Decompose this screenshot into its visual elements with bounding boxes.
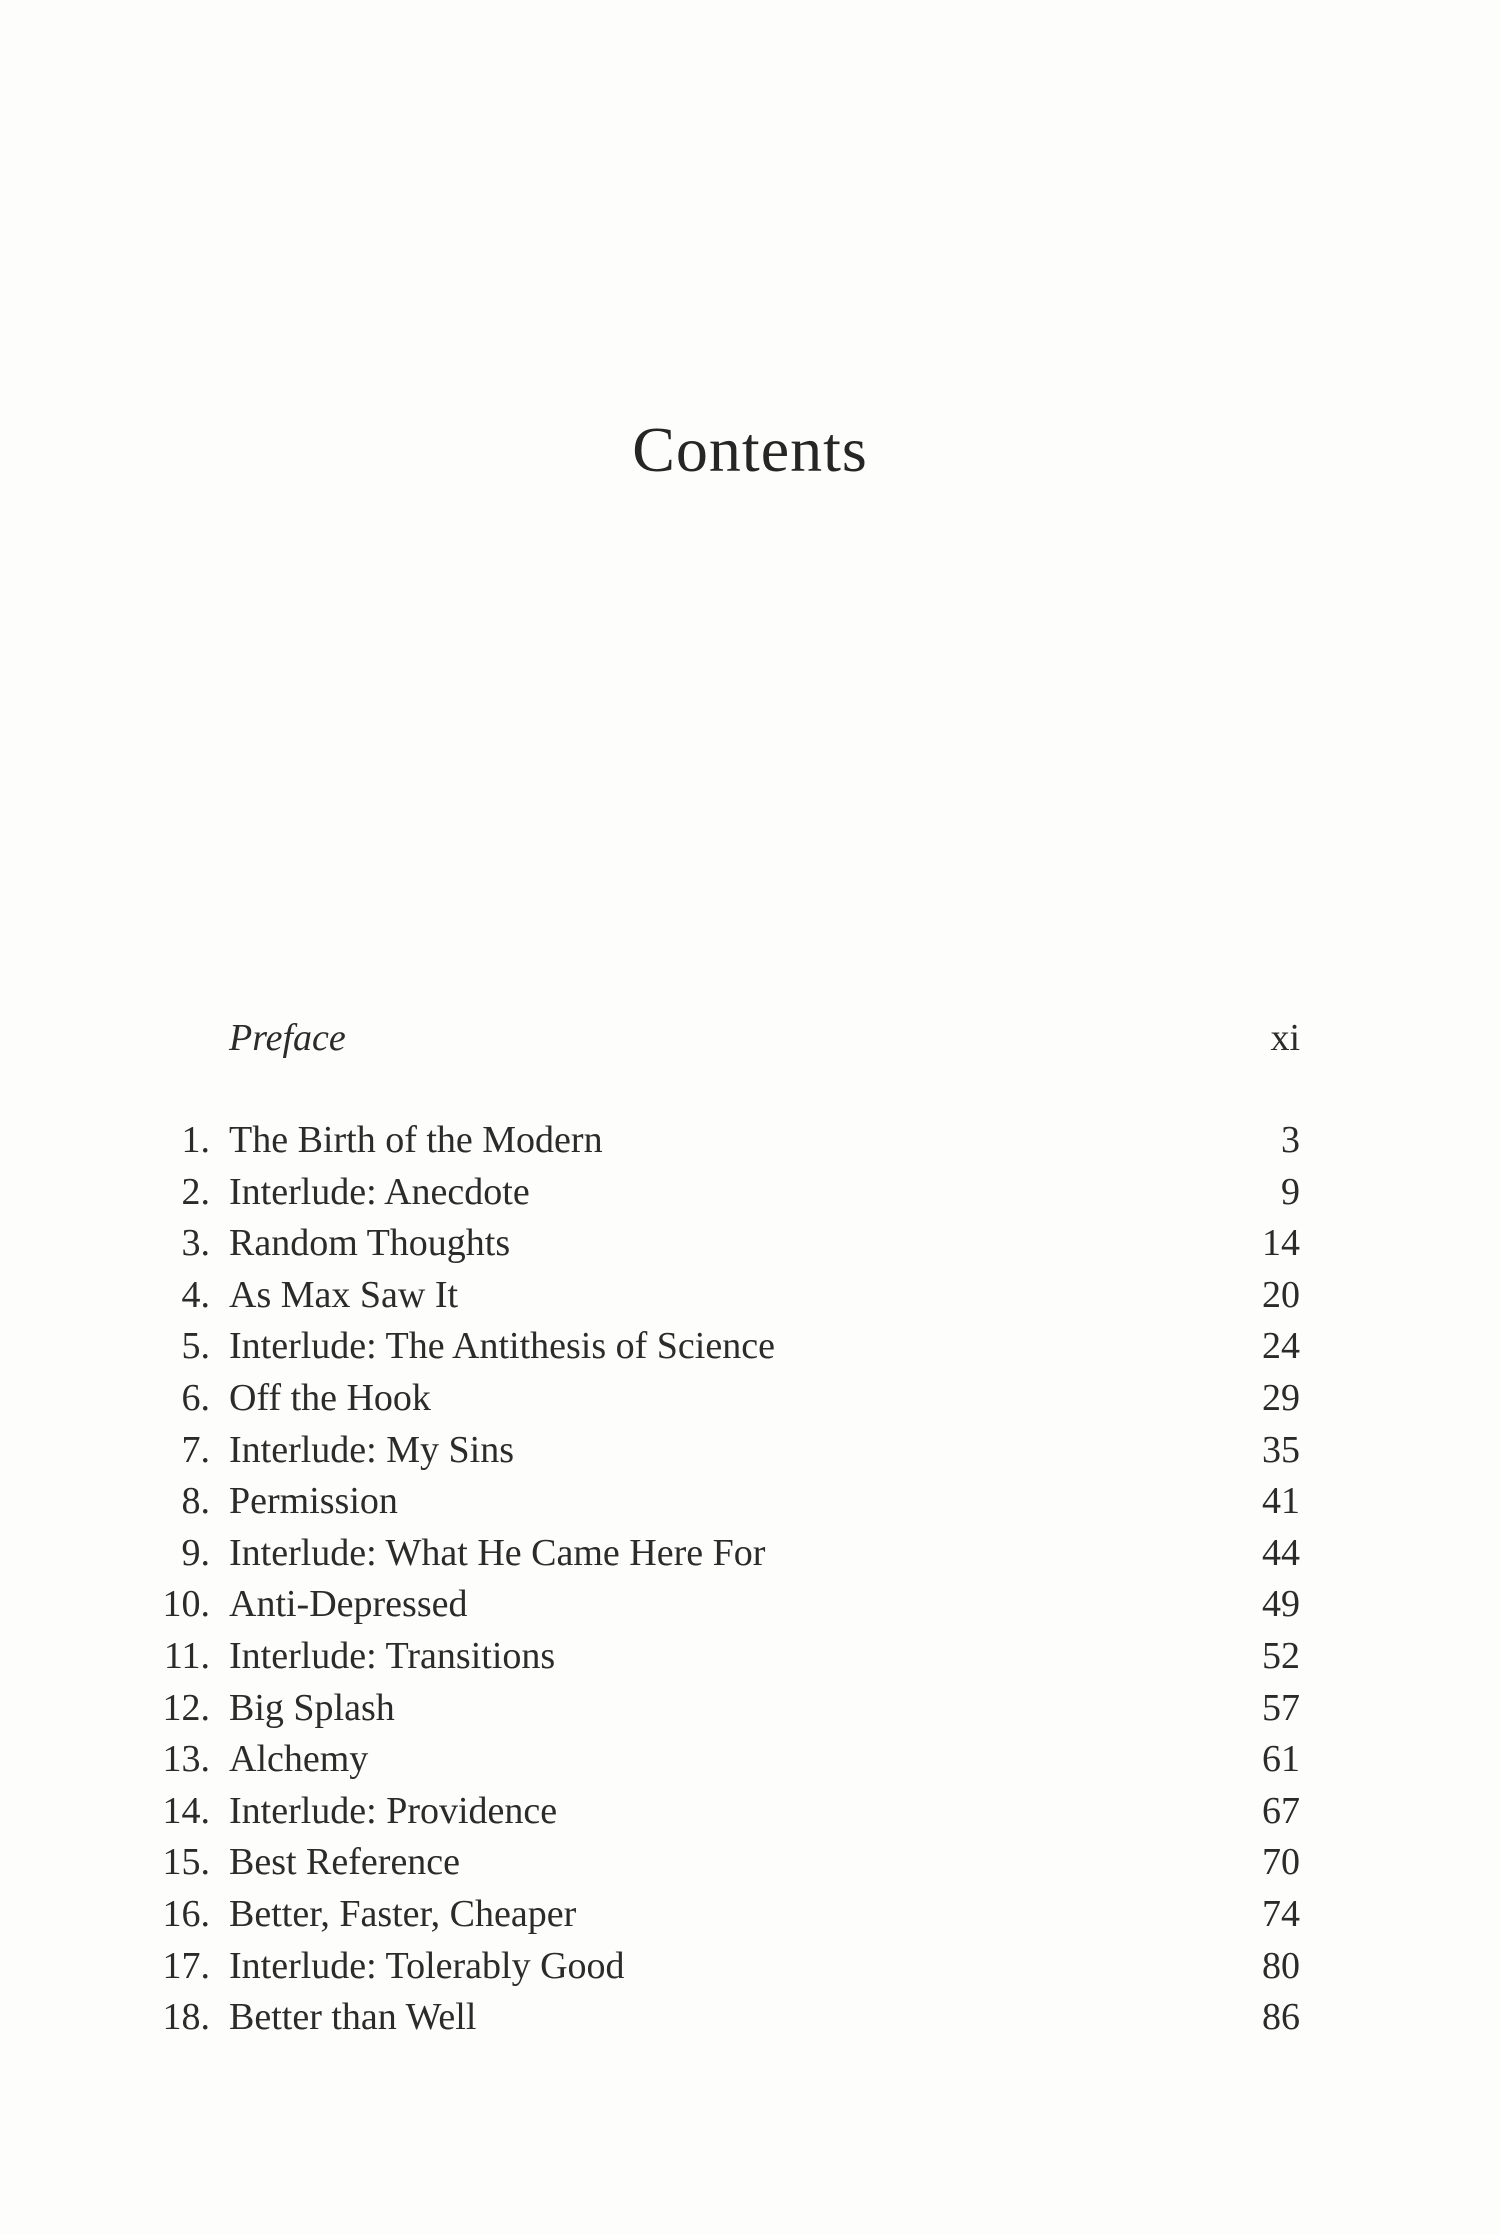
toc-entry xyxy=(0,1733,1500,1785)
toc-entry-label: Interlude: What He Came Here For xyxy=(229,1531,766,1574)
toc-entry-page: 35 xyxy=(1262,1428,1300,1471)
toc-entry-number: 17. xyxy=(162,1944,210,1987)
toc-entry xyxy=(0,1424,1500,1476)
toc-entry-label: Big Splash xyxy=(229,1686,395,1729)
toc-entry-number: 16. xyxy=(162,1893,210,1935)
toc-entry-label: Alchemy xyxy=(229,1738,369,1781)
toc-entry-page: 67 xyxy=(1262,1789,1300,1832)
toc-entry-number: 8. xyxy=(181,1480,210,1523)
toc-entry-page: 61 xyxy=(1262,1738,1300,1781)
toc-entry-label: Permission xyxy=(229,1480,398,1523)
toc-entry-page: 24 xyxy=(1262,1325,1300,1368)
toc-entry-page: 57 xyxy=(1262,1686,1300,1729)
toc-entry-page: 52 xyxy=(1262,1635,1300,1677)
toc-entry-number: 5. xyxy=(181,1325,210,1368)
toc-entry xyxy=(0,1836,1500,1888)
toc-entry-label: Anti-Depressed xyxy=(229,1583,468,1626)
toc-entry xyxy=(0,1888,1500,1940)
toc-entry-number: 13. xyxy=(162,1738,210,1781)
toc-entry-label: Better, Faster, Cheaper xyxy=(229,1893,577,1935)
toc-entry-number: 2. xyxy=(181,1170,210,1213)
toc-entry-label: Preface xyxy=(229,1017,346,1059)
toc-entry xyxy=(0,1372,1500,1424)
toc-entry xyxy=(0,1217,1500,1269)
toc-entry xyxy=(0,1630,1500,1682)
toc-entry-number: 10. xyxy=(162,1583,210,1626)
toc-entry-number: 14. xyxy=(162,1789,210,1832)
toc-entry-label: Interlude: Anecdote xyxy=(229,1170,530,1213)
toc-entry-page: 74 xyxy=(1262,1893,1300,1935)
toc-entry-page: 49 xyxy=(1262,1583,1300,1626)
toc-entry-number: 12. xyxy=(162,1686,210,1729)
toc-entry-label: Random Thoughts xyxy=(229,1222,511,1265)
toc-entry-page: 20 xyxy=(1262,1273,1300,1316)
toc-entry-number: 6. xyxy=(181,1377,210,1419)
toc-entry-number: 7. xyxy=(181,1428,210,1471)
page-title: Contents xyxy=(632,414,868,485)
toc-entry-label: Interlude: Providence xyxy=(229,1789,558,1832)
toc-entry xyxy=(0,1475,1500,1527)
toc-entry-page: 70 xyxy=(1262,1841,1300,1884)
toc-entry xyxy=(0,1269,1500,1321)
toc-entry-label: Interlude: Tolerably Good xyxy=(229,1944,625,1987)
toc-entry-page: xi xyxy=(1270,1017,1300,1059)
toc-entry-page: 80 xyxy=(1262,1944,1300,1987)
toc-entry-preface xyxy=(0,1012,1500,1064)
toc-entry-page: 44 xyxy=(1262,1531,1300,1574)
toc-entry-label: As Max Saw It xyxy=(229,1273,459,1316)
toc-entry xyxy=(0,1682,1500,1734)
toc-entry-label: Better than Well xyxy=(229,1996,477,2039)
toc-entry-label: Interlude: Transitions xyxy=(229,1635,556,1677)
toc-entry xyxy=(0,1114,1500,1166)
toc-entry-label: Interlude: The Antithesis of Science xyxy=(229,1325,775,1368)
toc-entry xyxy=(0,1578,1500,1630)
toc-entry-number: 18. xyxy=(162,1996,210,2039)
toc-entry-label: The Birth of the Modern xyxy=(229,1119,603,1161)
toc-entry-label: Interlude: My Sins xyxy=(229,1428,514,1471)
toc-entry-number: 9. xyxy=(181,1531,210,1574)
toc-entry-page: 14 xyxy=(1262,1222,1300,1265)
toc-entry xyxy=(0,1527,1500,1579)
toc-entry-page: 9 xyxy=(1281,1170,1300,1213)
toc-entry xyxy=(0,1940,1500,1992)
toc-entry-number: 11. xyxy=(163,1635,210,1677)
toc-entry xyxy=(0,1166,1500,1218)
toc-entry-number: 3. xyxy=(181,1222,210,1265)
toc-entry xyxy=(0,1320,1500,1372)
toc-entry xyxy=(0,1785,1500,1837)
toc-entry-number: 4. xyxy=(181,1273,210,1316)
toc-entry xyxy=(0,1991,1500,2043)
toc-entry-page: 29 xyxy=(1262,1377,1300,1419)
toc-entry-page: 41 xyxy=(1262,1480,1300,1523)
toc-entry-page: 3 xyxy=(1281,1119,1300,1161)
toc-entry-number: 15. xyxy=(162,1841,210,1884)
toc-entry-label: Best Reference xyxy=(229,1841,461,1884)
toc-entry-page: 86 xyxy=(1262,1996,1300,2039)
toc-entry-label: Off the Hook xyxy=(229,1377,431,1419)
toc-entry-number: 1. xyxy=(181,1119,210,1161)
